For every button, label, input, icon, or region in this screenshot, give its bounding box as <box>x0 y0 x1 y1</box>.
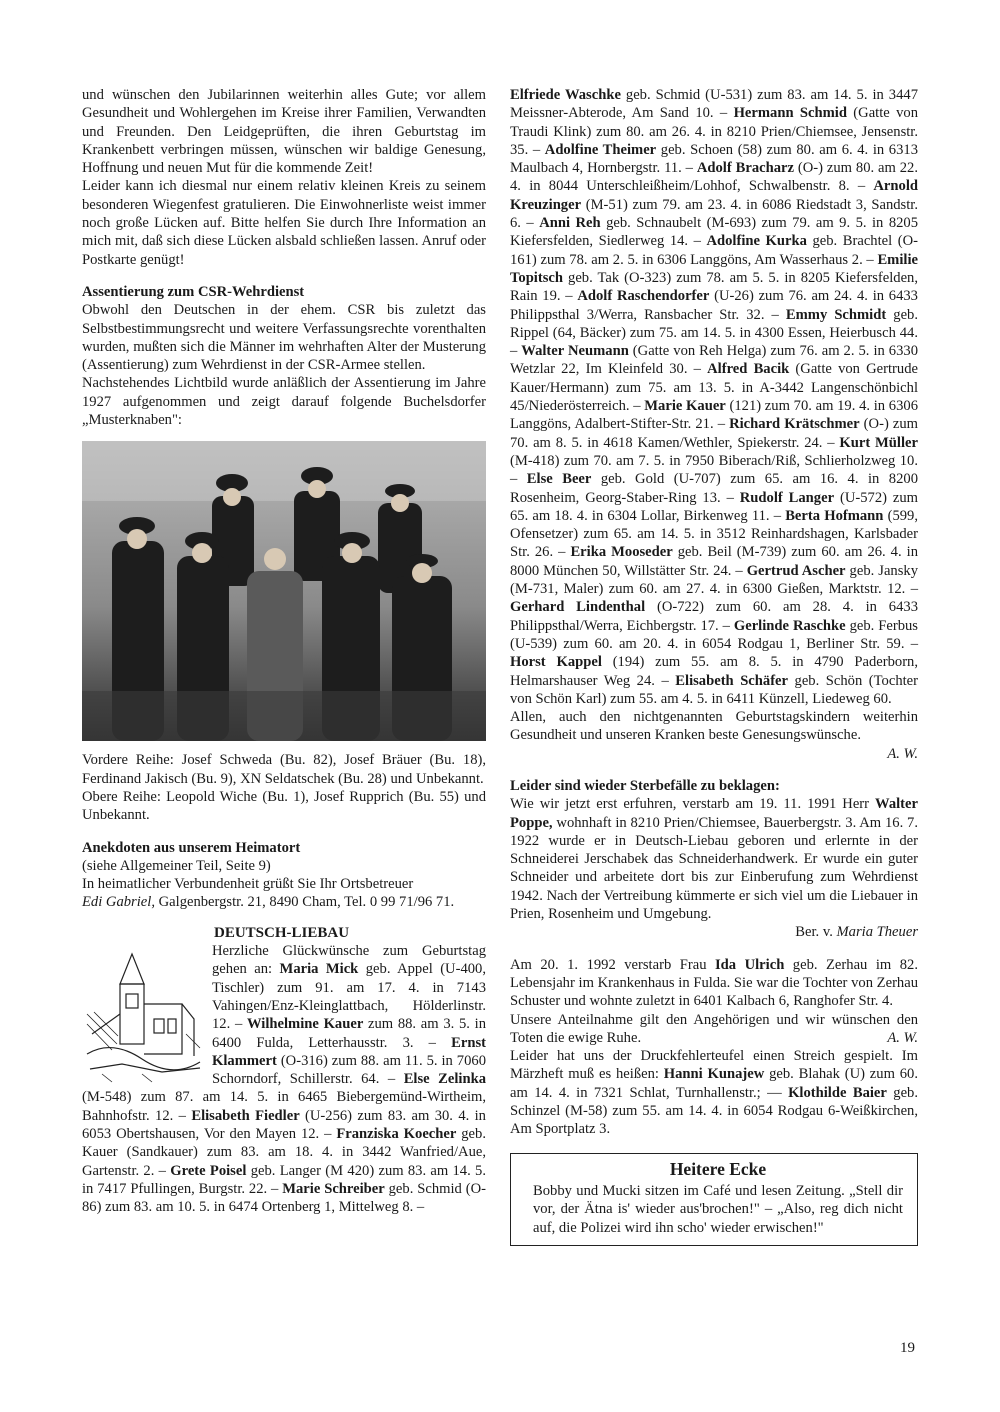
person-name: Kurt Müller <box>839 434 918 451</box>
person-name: Hanni Kunajew <box>663 1066 765 1083</box>
person-name: Ernst Klammert <box>212 1034 486 1069</box>
heitere-ecke-text: Bobby und Mucki sitzen im Café und lesen Zeitung. „Stell dir vor, der Ätna is' wieder aus'brochen!" – „Also, reg dich nicht auf, die Polizei wird ihn scho' wieder erwischen!" <box>533 1182 903 1236</box>
liebau-entries: Herzliche Glückwünsche zum Geburtstag gehen an: Maria Mick geb. Appel (U-400, Tischler) zum 91. am 17. 4. in 7143 Vahingen/Enz-Kleinglattbach, Hölderlinstr. 12. – Wilhelmine Kauer zum 88. am 3. 5. in 6400 Fulda, Letterhausstr. 3. – Ernst Klammert (O-316) zum 88. am 11. 5. in 7060 Schorndorf, Schillerstr. 64. – Else Zelinka (M-548) zum 87. am 14. 5. in 6465 Biebergemünd-Wirtheim, Bahnhofstr. 12. – Elisabeth Fiedler (U-256) zum 83. am 30. 4. in 6053 Obertshausen, Vor den Mayen 12. – Franziska Koecher geb. Kauer (Sandkauer) zum 83. am 18. 4. in 3442 Wanfried/Aue, Gartenstr. 2. – Grete Poisel geb. Langer (M 420) zum 83. am 14. 5. in 7417 Pfullingen, Burgstr. 22. – Marie Schreiber geb. Schmid (O-86) zum 83. am 10. 5. in 6474 Ortenberg 1, Mittelweg 8. – <box>82 943 486 1216</box>
person-name: Elisabeth Schäfer <box>675 672 789 689</box>
caption-front-row: Vordere Reihe: Josef Schweda (Bu. 82), Josef Bräuer (Bu. 18), Ferdinand Jakisch (Bu. 9), XN Seldatschek (Bu. 28) und Unbekannt. <box>82 752 486 787</box>
person-name: Grete Poisel <box>170 1162 247 1179</box>
person-name: Adolf Bracharz <box>696 160 794 177</box>
obituary-ida-ulrich: Am 20. 1. 1992 verstarb Frau Ida Ulrich geb. Zerhau im 82. Lebensjahr im Krankenhaus in Fulda. Sie war die Tochter von Zerhau Schuster und wohnte zuletzt in 6401 Kalbach 6, Ranghofer Str. 4. <box>510 956 918 1010</box>
assentierung-paragraph-2: Nachstehendes Lichtbild wurde anläßlich der Assentierung im Jahre 1927 aufgenommen und zeigt darauf folgende Buchelsdorfer „Musterknaben": <box>82 375 486 429</box>
person-name: Wilhelmine Kauer <box>246 1016 364 1033</box>
person-name: Klothilde Baier <box>788 1084 887 1101</box>
person-name: Elisabeth Fiedler <box>191 1107 300 1124</box>
obituary-walter-poppe: Wie wir jetzt erst erfuhren, verstarb am 19. 11. 1991 Herr Walter Poppe, wohnhaft in 8210 Prien/Chiemsee, Bauerbergstr. 3. Am 16. 7. 1922 wurde er in Deutsch-Liebau geboren und erlernte in der Schneiderei Jerschabek das Schneiderhandwerk. Er wurde ein guter Schneider und arbeitete dort bis zur Einberufung zum Wehrdienst 1942. Nach der Vertreibung kümmerte er sich viel um die Liebauer in Prien, Rosenheim und Umgebung. <box>510 796 918 923</box>
caption-back-row: Obere Reihe: Leopold Wiche (Bu. 1), Josef Rupprich (Bu. 55) und Unbekannt. <box>82 788 486 824</box>
contact-address: Galgenbergstr. 21, 8490 Cham, Tel. 0 99 71/96 71. <box>154 894 455 911</box>
person-name: Walter Poppe, <box>510 796 918 831</box>
page-number: 19 <box>900 1340 915 1356</box>
person-name: Else Zelinka <box>403 1071 486 1088</box>
person-name: Adolfine Kurka <box>706 233 807 250</box>
anekdoten-contact <box>82 893 486 911</box>
person-name: Arnold Kreuzinger <box>510 178 918 213</box>
person-name: Rudolf Langer <box>739 489 835 506</box>
group-photo <box>82 441 486 741</box>
report-byline: Ber. v. Maria Theuer <box>795 924 918 941</box>
heitere-ecke-box <box>510 1153 918 1246</box>
person-name: Marie Kauer <box>644 398 726 415</box>
person-name: Ida Ulrich <box>715 956 785 973</box>
person-name: Gerhard Lindenthal <box>510 599 646 616</box>
person-name: Gerlinde Raschke <box>733 617 846 634</box>
birthday-list-continued: Elfriede Waschke geb. Schmid (U-531) zum 83. am 14. 5. in 3447 Meissner-Abterode, Am Sand 10. – Hermann Schmid (Gatte von Traudi Klink) zum 80. am 26. 4. in 8210 Prien/Chiemsee, Jensenstr. 35. – Adolfine Theimer geb. Schoen (58) zum 80. am 6. 4. in 6313 Maulbach 4, Hornbergstr. 11. – Adolf Bracharz (O-) zum 80. am 22. 4. in 8044 Unterschleißheim/Lohhof, Schwalbenstr. 8. – Arnold Kreuzinger (M-51) zum 79. am 23. 4. in 6086 Riedstadt 3, Sandstr. 6. – Anni Reh geb. Schnaubelt (M-693) zum 79. am 9. 5. in 8205 Kiefersfelden, Siedlerweg 14. – Adolfine Kurka geb. Brachtel (O-161) zum 78. am 2. 5. in 6306 Langgöns, Am Wasserhaus 2. – Emilie Topitsch geb. Tak (O-323) zum 78. am 5. 5. in 8205 Kiefersfelden, Rain 19. – Adolf Raschendorfer (U-26) zum 76. am 24. 4. in 6433 Philippsthal 3/Werra, Ransbacher Str. 32. – Emmy Schmidt geb. Rippel (64, Bäcker) zum 75. am 14. 5. in 4300 Essen, Heierbusch 44. – Walter Neumann (Gatte von Reh Helga) zum 76. am 2. 5. in 6330 Wetzlar 22, Im Kleinfeld 30. – Alfred Bacik (Gatte von Gertrude Kauer/Hermann) zum 75. am 13. 5. in A-3442 Langenschönbichl 45/Niederösterreich. – Marie Kauer (121) zum 70. am 19. 4. in 6306 Langgöns, Adalbert-Stifter-Str. 21. – Richard Krätschmer (O-) zum 70. am 8. 5. in 4618 Kamen/Wethler, Spiekerstr. 24. – Kurt Müller (M-418) zum 70. am 7. 5. in 7950 Biberach/Riß, Schlierholzweg 10. – Else Beer geb. Gold (U-707) zum 65. am 16. 4. in 8200 Rosenheim, Georg-Staber-Ring 13. – Rudolf Langer (U-572) zum 65. am 18. 4. in 6304 Lollar, Birkenweg 11. – Berta Hofmann (599, Ofensetzer) zum 65. am 14. 5. in 3512 Reinhardshagen, Karlsbader Str. 26. – Erika Mooseder geb. Beil (M-739) zum 60. am 26. 4. in 8000 München 50, Willstätter Str. 24. – Gertrud Ascher geb. Jansky (M-731, Maler) zum 60. am 27. 4. in 6300 Gießen, Marktstr. 12. – Gerhard Lindenthal (O-722) zum 60. am 28. 4. in 6433 Philippsthal/Werra, Eichbergstr. 17. – Gerlinde Raschke geb. Ferbus (U-539) zum 60. am 20. 4. in 6054 Rodgau 1, Berliner Str. 59. – Horst Kappel (194) zum 55. am 8. 5. in 4790 Paderborn, Helmarshauser Weg 24. – Elisabeth Schäfer geb. Schön (Tochter von Schön Karl) zum 55. am 4. 5. in 6411 Künzell, Liedeweg 60. <box>510 87 919 707</box>
anekdoten-heading: Anekdoten aus unserem Heimatort <box>82 839 301 856</box>
person-name: Richard Krätschmer <box>729 416 860 433</box>
intro-paragraph-2: Leider kann ich diesmal nur einem relativ kleinen Kreis zu seinem besonderen Wiegenfest gratulieren. Die Einwohnerliste weist immer noch große Lücken auf. Bitte helfen Sie durch Ihre Information an mich mit, daß sich diese Lücken alsbald schließen lassen. Anruf oder Postkarte genügt! <box>82 178 486 268</box>
person-name: Hermann Schmid <box>733 105 847 122</box>
erratum-note: Leider hat uns der Druckfehlerteufel einen Streich gespielt. Im Märzheft muß es heißen: Hanni Kunajew geb. Blahak (U) zum 60. am 14. 4. in 7321 Schlat, Turnhallenstr.; — Klothilde Baier geb. Schinzel (M-58) zum 55. am 14. 4. in 6054 Rodgau 6-Weißkirchen, Am Sportplatz 3. <box>510 1048 918 1138</box>
anekdoten-reference: (siehe Allgemeiner Teil, Seite 9) <box>82 857 271 874</box>
contact-name: Edi Gabriel, <box>82 894 155 911</box>
person-name: Maria Mick <box>279 961 359 978</box>
person-name: Elfriede Waschke <box>510 87 621 103</box>
church-sketch-drawing <box>82 944 204 1084</box>
deaths-heading: Leider sind wieder Sterbefälle zu beklagen: <box>510 777 780 794</box>
right-column <box>510 86 918 1246</box>
closing-wishes: Allen, auch den nichtgenannten Geburtstagskindern weiterhin Gesundheit und unseren Kranken beste Genesungswünsche. <box>510 709 918 744</box>
section-title-deutsch-liebau: DEUTSCH-LIEBAU <box>214 924 350 941</box>
person-name: Emmy Schmidt <box>785 306 887 323</box>
person-name: Adolfine Theimer <box>544 141 657 158</box>
person-name: Else Beer <box>526 471 592 488</box>
liebau-birthday-list <box>82 942 486 1216</box>
person-name: Franziska Koecher <box>336 1125 457 1142</box>
person-name: Adolf Raschendorfer <box>577 288 710 305</box>
heitere-ecke-title: Heitere Ecke <box>669 1158 767 1179</box>
person-name: Berta Hofmann <box>785 507 884 524</box>
person-name: Emilie Topitsch <box>510 251 918 286</box>
person-name: Gertrud Ascher <box>746 562 846 579</box>
person-name: Walter Neumann <box>521 343 629 360</box>
person-name: Alfred Bacik <box>707 361 790 378</box>
person-name: Horst Kappel <box>510 654 602 671</box>
assentierung-heading: Assentierung zum CSR-Wehrdienst <box>82 283 305 300</box>
church-sketch <box>82 944 204 1084</box>
anekdoten-greeting: In heimatlicher Verbundenheit grüßt Sie Ihr Ortsbetreuer <box>82 876 414 893</box>
signature-aw-2: A. W. <box>887 1029 918 1046</box>
sympathy-note: Unsere Anteilnahme gilt den Angehörigen und wir wünschen den Toten die ewige Ruhe. A. W. <box>510 1011 918 1046</box>
person-name: Erika Mooseder <box>570 544 673 561</box>
group-photo-illustration <box>82 441 486 741</box>
person-name: Anni Reh <box>539 215 601 232</box>
intro-paragraph-1: und wünschen den Jubilarinnen weiterhin alles Gute; vor allem Gesundheit und Wohlergehen im Kreise ihrer Familien, Verwandten und Freunden. Den Leidgeprüften, die ihren Geburtstag im Krankenbett verbringen müssen, wünschen wir baldige Genesung, Hoffnung und neuen Mut für die kommende Zeit! <box>82 87 486 177</box>
left-column <box>82 86 486 1216</box>
person-name: Marie Schreiber <box>282 1180 385 1197</box>
assentierung-paragraph-1: Obwohl den Deutschen in der ehem. CSR bis zuletzt das Selbstbestimmungsrecht und weitere Verfassungsrechte vorenthalten wurden, mußten sich die Männer im wehrhaften Alter der Musterung (Assentierung) zum Wehrdienst in der CSR-Armee stellen. <box>82 302 486 374</box>
signature-aw: A. W. <box>887 745 918 762</box>
